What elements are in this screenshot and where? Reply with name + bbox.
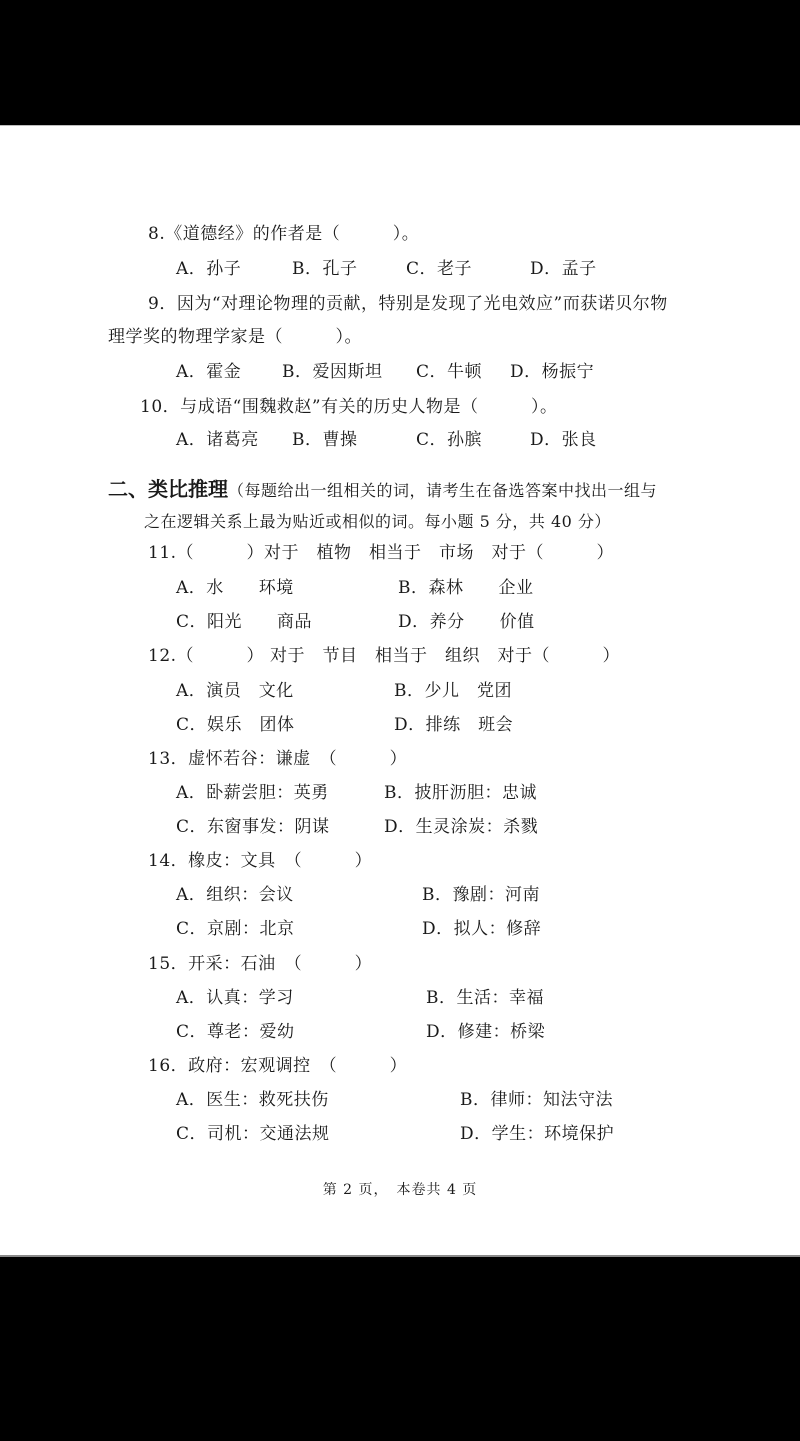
question-14-option-b: B．豫剧：河南 [422,885,540,905]
section-2-note-line1: （每题给出一组相关的词，请考生在备选答案中找出一组与 [228,481,658,500]
page-footer: 第 2 页， 本卷共 4 页 [322,1182,478,1198]
question-8-option-a: A．孙子 [176,259,242,279]
question-14-stem: 14．橡皮：文具 （ ） [148,851,373,871]
question-11-option-c: C．阳光 商品 [176,612,313,632]
question-15-option-c: C．尊老：爱幼 [176,1022,295,1042]
question-13-option-b: B．披肝沥胆：忠诚 [384,783,537,803]
question-10-option-c: C．孙膑 [416,430,483,450]
question-12-option-a: A．演员 文化 [176,681,294,701]
question-9-option-d: D．杨振宁 [510,362,595,382]
question-12-option-c: C．娱乐 团体 [176,715,295,735]
question-9-stem-line1: 9．因为“对理论物理的贡献，特别是发现了光电效应”而获诺贝尔物 [148,294,668,314]
exam-page [0,125,800,1257]
section-2-note-line2: 之在逻辑关系上最为贴近或相似的词。每小题 5 分，共 40 分） [144,512,611,531]
question-8-option-c: C．老子 [406,259,473,279]
question-16-option-b: B．律师：知法守法 [460,1090,613,1110]
question-14-option-d: D．拟人：修辞 [422,919,542,939]
question-9-option-b: B．爱因斯坦 [282,362,383,382]
section-2-title: 二、类比推理 [108,477,228,501]
question-10-stem: 10．与成语“围魏救赵”有关的历史人物是（ ）。 [140,397,558,417]
question-15-option-b: B．生活：幸福 [426,988,544,1008]
section-2-heading [108,473,657,502]
question-12-option-d: D．排练 班会 [394,715,514,735]
question-13-stem: 13．虚怀若谷：谦虚 （ ） [148,749,408,769]
question-8-stem: 8.《道德经》的作者是（ ）。 [148,224,420,244]
question-12-option-b: B．少儿 党团 [394,681,512,701]
question-9-stem-line2: 理学奖的物理学家是（ ）。 [108,327,362,347]
question-14-option-a: A．组织：会议 [176,885,294,905]
question-8-option-b: B．孔子 [292,259,358,279]
question-10-option-b: B．曹操 [292,430,358,450]
question-13-option-c: C．东窗事发：阴谋 [176,817,330,837]
question-8-option-d: D．孟子 [530,259,597,279]
question-13-option-a: A．卧薪尝胆：英勇 [176,783,329,803]
question-16-option-c: C．司机：交通法规 [176,1124,330,1144]
question-11-option-a: A．水 环境 [176,578,294,598]
question-15-stem: 15．开采：石油 （ ） [148,954,373,974]
question-12-stem: 12.（ ） 对于 节目 相当于 组织 对于（ ） [148,646,620,666]
question-9-option-a: A．霍金 [176,362,242,382]
question-14-option-c: C．京剧：北京 [176,919,295,939]
question-15-option-a: A．认真：学习 [176,988,294,1008]
question-10-option-d: D．张良 [530,430,597,450]
question-16-option-d: D．学生：环境保护 [460,1124,615,1144]
question-16-stem: 16．政府：宏观调控 （ ） [148,1056,408,1076]
question-13-option-d: D．生灵涂炭：杀戮 [384,817,539,837]
question-11-option-b: B．森林 企业 [398,578,534,598]
question-15-option-d: D．修建：桥梁 [426,1022,546,1042]
question-16-option-a: A．医生：救死扶伤 [176,1090,329,1110]
question-9-option-c: C．牛顿 [416,362,483,382]
question-11-stem: 11.（ ）对于 植物 相当于 市场 对于（ ） [148,543,615,563]
question-11-option-d: D．养分 价值 [398,612,535,632]
question-10-option-a: A．诸葛亮 [176,430,259,450]
